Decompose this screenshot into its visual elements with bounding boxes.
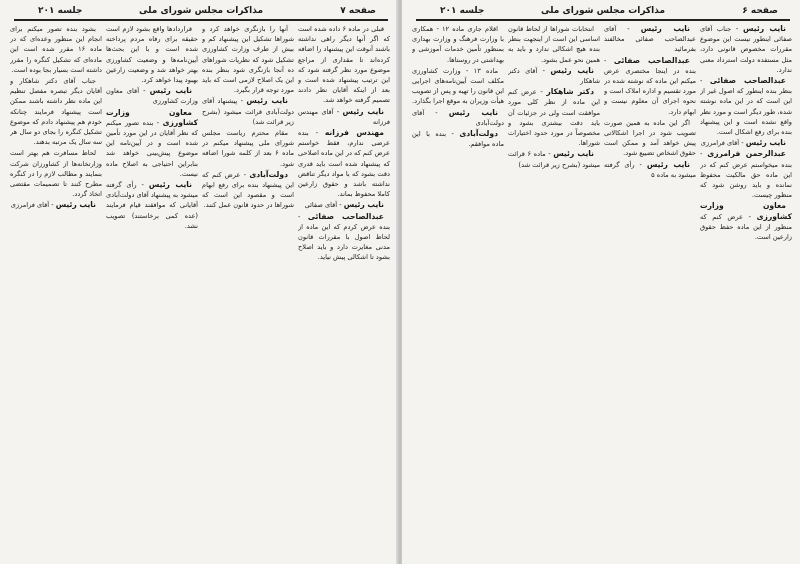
text-column	[508, 24, 600, 556]
paragraph	[700, 24, 792, 75]
speaker-name: عبدالصاحب صفائی	[709, 76, 786, 86]
paragraph	[700, 76, 792, 137]
header-rule	[14, 19, 388, 21]
paragraph-text: لحاظ مسافرت هم بهتر است وزارتخانه‌ها از کشاورزان شرکت بنمایند و مطالب لازم را در کنگره مطرح کنند تا تصمیمات مقتضی اتخاذ گردد.	[10, 149, 102, 199]
paragraph	[412, 24, 504, 65]
paragraph-text: - بنده عرض کردم که این ماده از لحاظ اصول با مقررات قانون مدنی مغایرت دارد و باید اصلاح بشود تا اشکالی پیش نیاید.	[298, 212, 390, 262]
paragraph	[508, 24, 600, 65]
left-page	[0, 0, 398, 564]
paragraph-text: - آقای دکتر شاهکار	[508, 66, 600, 86]
speaker-name: نایب رئیس	[553, 149, 594, 159]
running-title: مذاکرات مجلس شورای ملی	[540, 6, 666, 16]
speaker-name: نایب رئیس	[343, 200, 384, 210]
paragraph	[10, 200, 102, 210]
paragraph-text: - ماده ۶ قرائت میشود (بشرح زیر قرائت شد)	[508, 150, 600, 169]
running-title: مذاکرات مجلس شورای ملی	[138, 6, 264, 16]
paragraph-text: - عرض کنم که منظور از این ماده حفظ حقوق زارعین است.	[700, 212, 792, 242]
paragraph-text: - عرض کنم این ماده از نظر کلی مورد موافقت است ولی در جزئیات آن باید دقت بیشتری بشود و مخصوصاً در مورد حدود اختیارات شوراها.	[508, 88, 600, 148]
paragraph	[700, 138, 792, 148]
paragraph	[604, 160, 696, 180]
page-header	[14, 6, 388, 18]
paragraph	[106, 24, 198, 85]
paragraph	[106, 108, 198, 179]
text-column	[412, 24, 504, 556]
paragraph-text: - آقای دولت‌آبادی	[412, 108, 504, 127]
paragraph-text: - بنده در اینجا مختصری عرض میکنم این ماده که نوشته شده در مورد تقسیم و اداره املاک است و نحوه اجرای آن معلوم نیست و ابهام دارد.	[604, 56, 696, 116]
header-rule	[416, 19, 790, 21]
paragraph	[202, 128, 294, 169]
paragraph-text: - آقای مهندس فرزانه	[298, 107, 390, 126]
paragraph	[298, 212, 390, 263]
paragraph-text: - آقای عبدالصاحب صفائی مخالفند بفرمائید	[604, 25, 696, 54]
paragraph	[604, 24, 696, 55]
paragraph	[508, 149, 600, 169]
text-columns	[412, 24, 792, 556]
paragraph-text: - بنظر بنده اینطور که اصول غیر از این است که در این ماده نوشته شده، طور دیگر است و مورد نظر واقع نشده است و این پیشنهاد بنده برای رفع اشکال است.	[700, 77, 792, 137]
page-number: صفحه ۶	[742, 6, 778, 16]
paragraph-text: اقلام جاری ماده ۱۲ - همکاری با وزارت فرهنگ و وزارت بهداری بمنظور تأمین خدمات آموزشی و بهداشتی در روستاها.	[412, 25, 504, 64]
speaker-name: دولت‌آبادی	[459, 129, 498, 139]
paragraph	[604, 56, 696, 117]
paragraph	[412, 129, 504, 149]
paragraph	[10, 24, 102, 75]
paragraph	[700, 201, 792, 242]
speaker-name: نایب رئیس	[745, 138, 786, 148]
paragraph	[106, 180, 198, 231]
page-number: صفحه ۷	[340, 6, 376, 16]
paragraph	[298, 128, 390, 199]
paragraph	[202, 96, 294, 127]
paragraph-text: - رأی گرفته میشود به ماده ۵	[604, 160, 696, 179]
paragraph-text: ماده ۱۳ - وزارت کشاورزی مکلف است آیین‌نامه‌های اجرایی این قانون را تهیه و پس از تصویب هیأت وزیران به موقع اجرا بگذارد.	[412, 66, 504, 106]
paragraph-text: - پیشنهاد آقای دولت‌آبادی قرائت میشود (بشرح زیر قرائت شد)	[202, 97, 294, 126]
paragraph-text: - عرض کنم که این پیشنهاد بنده برای رفع ابهام است و مقصود این است که شوراها در حدود قانون عمل کنند.	[202, 170, 294, 210]
speaker-name: عبدالرحمن فرامرزی	[707, 149, 786, 159]
text-column	[106, 24, 198, 556]
paragraph	[298, 107, 390, 127]
session-number: جلسه ۲۰۱	[38, 6, 83, 16]
paragraph-text: - بنده عرضی ندارم، فقط خواستم عرض کنم که در این ماده اصلاحی که پیشنهاد شده است باید قدری دقت بشود که با مواد دیگر تناقض نداشته باشد و حقوق زارعین کاملا محفوظ بماند.	[298, 129, 390, 199]
session-number: جلسه ۲۰۱	[440, 6, 485, 16]
speaker-name: نایب رئیس	[448, 107, 498, 117]
paragraph	[508, 66, 600, 86]
paragraph	[10, 148, 102, 199]
paragraph	[298, 24, 390, 106]
text-column	[298, 24, 390, 556]
paragraph-text: بشود بنده تصور میکنم برای انجام این منظور وعده‌ای که در ماده ۱۶ مقرر شده است این ماده‌ای که تشکیل کنگره را مقرر داشته است بسیار بجا بوده است.	[10, 25, 102, 74]
speaker-name: دکتر شاهکار	[546, 87, 594, 97]
text-columns	[10, 24, 390, 556]
paragraph-text: قراردادها واقع بشود لازم است حقیقه برای رفاه مردم پرداخته شده است و با این بحث‌ها آیین‌نامه‌ها و وضعیت کشاورزی بهتر خواهد شد و وضعیت زارعین بهبود پیدا خواهد کرد.	[106, 25, 198, 85]
paragraph	[10, 76, 102, 147]
text-column	[202, 24, 294, 556]
page-header	[416, 6, 790, 18]
paragraph	[508, 87, 600, 148]
speaker-name: مهندس فرزانه	[324, 128, 385, 138]
paragraph-text: - بنده تصور میکنم که نظر آقایان در این مورد تأمین شده است و در آیین‌نامه این موضوع پیش‌بینی خواهد شد بنابراین احتیاجی به اصلاح ماده نیست.	[106, 118, 198, 178]
speaker-name: نایب رئیس	[550, 65, 594, 75]
paragraph-text: مقام محترم ریاست مجلس شورای ملی پیشنهاد میکنم در ماده ۶ بعد از کلمه شورا اضافه شود.	[202, 129, 294, 168]
paragraph-text: - بنده میخواستم عرض کنم که در این ماده حق مالکیت محفوظ نمانده و باید روشن شود که منظور چیست.	[700, 150, 792, 200]
speaker-name: عبدالصاحب صفائی	[307, 211, 384, 221]
paragraph	[106, 86, 198, 106]
paragraph-text: - آقای فرامرزی	[700, 139, 744, 148]
paragraph	[202, 24, 294, 95]
speaker-name: نایب رئیس	[640, 24, 690, 33]
paragraph	[700, 149, 792, 200]
paragraph-text: - بنده با این ماده موافقم.	[412, 130, 504, 149]
speaker-name: نایب رئیس	[342, 106, 384, 116]
speaker-name: معاون وزارت کشاورزی	[106, 107, 198, 127]
speaker-name: نایب رئیس	[743, 24, 786, 33]
paragraph-text: - آقای فرامرزی	[10, 201, 54, 210]
paragraph-text: آنها را بازنگری خواهد کرد و شوراها تشکیل این پیشنهاد کم و بیش از طرف وزارت کشاورزی تشکیل شود که نظریات شوراهای ده آنجا بازنگری شود بنظر بنده این یک اصلاح لازمی است که باید مورد توجه قرار بگیرد.	[202, 25, 294, 95]
paragraph-text: قبلی در ماده ۶ داده شده است که اگر آنها دیگر راهی نداشته باشند آنوقت این پیشنهاد را اضافه کرده‌اند تا مقداری از مراجع موضوع مورد نظر گرفته شود که این ترتیب پیشنهاد شده است و بعد از اینکه آقایان نظر دادند تصمیم گرفته خواهد شد.	[298, 25, 390, 105]
speaker-name: معاون وزارت کشاورزی	[700, 201, 792, 221]
speaker-name: دولت‌آبادی	[249, 169, 288, 179]
paragraph-text: - آقای معاون وزارت کشاورزی	[106, 87, 198, 106]
paragraph-text: - آقای صفائی	[304, 201, 342, 210]
right-page	[402, 0, 800, 564]
speaker-name: نایب رئیس	[646, 159, 691, 169]
paragraph-text: جناب آقای دکتر شاهکار و آقایان دیگر تبصره مفصل تنظیم این ماده نظر داشته باشند ممکن است پیشنهاد فرمایند چنانکه خودم هم پیشنهاد دادم که موضوع تشکیل کنگره را بجای دو سال هر سه سال یک مرتبه بدهند.	[10, 77, 102, 147]
speaker-name: نایب رئیس	[55, 200, 96, 210]
paragraph-text: - رأی گرفته میشود به پیشنهاد آقای دولت‌آبادی آقایانی که موافقند قیام فرمایند (عده کمی برخاستند) تصویب نشد.	[106, 181, 198, 230]
paragraph	[298, 200, 390, 210]
paragraph-text: اگر این ماده به همین صورت تصویب شود در اجرا اشکالاتی پیش خواهد آمد و ممکن است حقوق اشخاص تضییع شود.	[604, 118, 696, 158]
paragraph-text: انتخابات شوراها از لحاظ قانون اساسی این است از اینجهت بنظر بنده هیچ اشکالی ندارد و باید به همین نحو عمل بشود.	[508, 25, 600, 64]
speaker-name: نایب رئیس	[149, 86, 192, 96]
text-column	[10, 24, 102, 556]
paragraph	[202, 170, 294, 211]
paragraph	[412, 108, 504, 128]
paragraph	[604, 118, 696, 159]
speaker-name: عبدالصاحب صفائی	[613, 55, 690, 65]
text-column	[604, 24, 696, 556]
paragraph	[412, 66, 504, 107]
paragraph-text: - جناب آقای صفائی اینطور نیست این موضوع مقررات مخصوص قانونی دارد، مثل مستفده دولت استرداد معنی ندارد.	[700, 25, 792, 74]
text-column	[700, 24, 792, 556]
speaker-name: نایب رئیس	[246, 96, 288, 106]
speaker-name: نایب رئیس	[148, 180, 193, 190]
